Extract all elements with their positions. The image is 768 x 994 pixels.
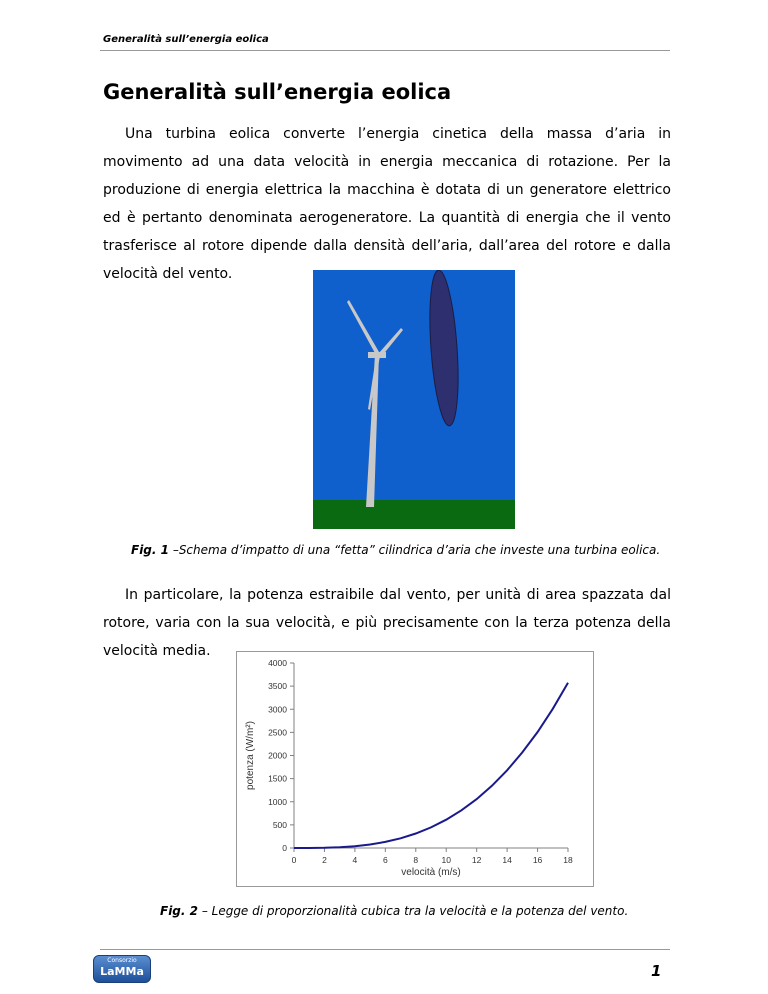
lamma-logo: [93, 955, 151, 983]
header-divider: [100, 50, 670, 51]
y-tick-label: 0: [282, 843, 287, 853]
figure1-caption: [131, 543, 660, 557]
ground: [313, 500, 515, 529]
x-tick-label: 16: [532, 855, 543, 865]
y-tick-label: 1500: [268, 773, 287, 784]
y-tick-label: 3500: [268, 681, 287, 692]
running-header: Generalità sull’energia eolica: [103, 34, 269, 45]
x-tick-label: 14: [502, 855, 512, 865]
page-number: 1: [651, 962, 662, 980]
x-tick-label: 18: [563, 855, 573, 865]
y-tick-label: 1000: [268, 796, 287, 807]
y-tick-label: 3000: [268, 704, 287, 715]
figure2-caption-text: – Legge di proporzionalità cubica tra la velocità e la potenza del vento.: [198, 904, 629, 918]
x-tick-label: 4: [352, 855, 358, 865]
x-tick-label: 6: [382, 855, 388, 865]
page-title: Generalità sull’energia eolica: [103, 80, 452, 104]
body-paragraph: In particolare, la potenza estraibile dal vento, per unità di area spazzata dal rotore, varia con la sua velocità, e più precisamente con la terza potenza della velocità media.: [103, 587, 671, 659]
y-tick-label: 500: [272, 819, 287, 830]
turbine-nacelle: [368, 352, 386, 358]
footer-divider: [100, 949, 670, 950]
intro-paragraph: Una turbina eolica converte l’energia cinetica della massa d’aria in movimento ad una data velocità in energia meccanica di rotazione. Per la produzione di energia elettrica la macchina è dotata di un generatore elettrico ed è pertanto denominata aerogeneratore. La quantità di energia che il vento trasferisce al rotore dipende dalla densità dell’aria, dall’area del rotore e dalla velocità del vento.: [103, 126, 671, 282]
x-tick-label: 8: [413, 855, 419, 865]
wind-turbine-figure: [313, 270, 515, 529]
figure1-caption-text: –Schema d’impatto di una “fetta” cilindrica d’aria che investe una turbina eolica.: [169, 543, 661, 557]
logo-consorzio-text: Consorzio: [107, 957, 137, 964]
y-tick-label: 2500: [268, 727, 287, 738]
x-axis-label: velocità (m/s): [401, 867, 461, 878]
y-tick-label: 2000: [268, 750, 287, 761]
x-tick-label: 2: [322, 855, 327, 865]
power-velocity-chart: [236, 651, 594, 887]
x-tick-label: 12: [471, 855, 482, 865]
x-tick-label: 10: [441, 855, 451, 865]
sky: [313, 270, 515, 500]
logo-lamma-text: LaMMa: [100, 965, 144, 978]
figure2-caption: [160, 904, 628, 918]
figure1-label: Fig. 1: [131, 543, 169, 557]
chart-frame: [237, 652, 594, 887]
y-axis-label: potenza (W/m²): [245, 721, 256, 790]
figure2-label: Fig. 2: [160, 904, 198, 918]
y-tick-label: 4000: [268, 658, 287, 668]
x-tick-label: 0: [291, 855, 297, 865]
